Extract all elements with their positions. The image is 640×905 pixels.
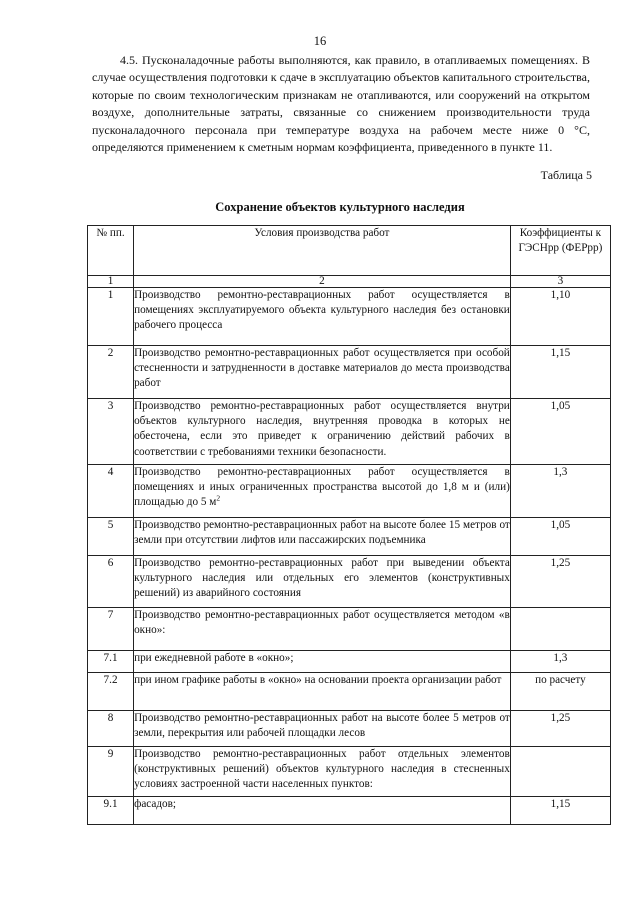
- column-number: 3: [510, 276, 610, 288]
- table-header-row: [88, 226, 611, 276]
- table-row: [88, 651, 611, 673]
- row-number: 2: [88, 346, 134, 399]
- row-condition: фасадов;: [134, 797, 511, 825]
- row-coefficient: 1,25: [510, 711, 610, 747]
- row-condition: Производство ремонтно-реставрационных работ осуществляется при особой стесненности и затрудненности в доставке материалов до места производства работ: [134, 346, 511, 399]
- column-number-row: [88, 276, 611, 288]
- row-number: 9.1: [88, 797, 134, 825]
- header-conditions: Условия производства работ: [134, 226, 511, 276]
- row-number: 8: [88, 711, 134, 747]
- header-num: № пп.: [88, 226, 134, 276]
- row-number: 7.2: [88, 673, 134, 711]
- row-number: 4: [88, 465, 134, 518]
- table-row: [88, 608, 611, 651]
- row-coefficient: 1,05: [510, 518, 610, 556]
- row-coefficient: 1,3: [510, 651, 610, 673]
- row-condition: Производство ремонтно-реставрационных работ на высоте более 15 метров от земли при отсутствии лифтов или пассажирских подъемника: [134, 518, 511, 556]
- row-condition-text: Производство ремонтно-реставрационных работ осуществляется в помещениях и иных ограниченных пространства высотой до 1,8 м и (или) площадью до 5 м: [134, 466, 510, 509]
- row-coefficient: [510, 747, 610, 797]
- row-number: 7: [88, 608, 134, 651]
- table-row: [88, 711, 611, 747]
- page-number: 16: [313, 34, 327, 48]
- table-row: [88, 346, 611, 399]
- row-condition: Производство ремонтно-реставрационных работ при выведении объекта культурного наследия или отдельных его элементов (конструктивных решений) из аварийного состояния: [134, 556, 511, 608]
- table-row: [88, 673, 611, 711]
- table-title: Сохранение объектов культурного наследия: [215, 200, 465, 214]
- table-row: [88, 797, 611, 825]
- row-condition: Производство ремонтно-реставрационных работ осуществляется методом «в окно»:: [134, 608, 511, 651]
- row-condition: Производство ремонтно-реставрационных работ отдельных элементов (конструктивных решений) объектов культурного наследия в стесненных условиях застроенной части населенных пунктов:: [134, 747, 511, 797]
- row-condition: при ежедневной работе в «окно»;: [134, 651, 511, 673]
- row-number: 9: [88, 747, 134, 797]
- column-number: 1: [88, 276, 134, 288]
- row-coefficient: 1,25: [510, 556, 610, 608]
- table-row: [88, 518, 611, 556]
- row-coefficient: 1,05: [510, 399, 610, 465]
- row-coefficient: по расчету: [510, 673, 610, 711]
- table-row: [88, 399, 611, 465]
- intro-paragraph: 4.5. Пусконаладочные работы выполняются, как правило, в отапливаемых помещениях. В случае осуществления подготовки к сдаче в эксплуатацию объектов капитального строительства, которые по своим технологическим признакам не отапливаются, или сооружений на открытом воздухе, дополнительные затраты, связанные со снижением производительности труда пусконаладочного персонала при температуре воздуха на рабочем месте ниже 0 °С, определяются применением к сметным нормам коэффициента, приведенного в пункте 11.: [92, 53, 590, 155]
- row-number: 5: [88, 518, 134, 556]
- column-number: 2: [134, 276, 511, 288]
- row-condition: Производство ремонтно-реставрационных работ осуществляется в помещениях эксплуатируемого объекта культурного наследия без остановки рабочего процесса: [134, 288, 511, 346]
- table-row: [88, 747, 611, 797]
- row-condition: Производство ремонтно-реставрационных работ на высоте более 5 метров от земли, перекрытия или рабочей площадки лесов: [134, 711, 511, 747]
- row-coefficient: 1,10: [510, 288, 610, 346]
- row-coefficient: 1,15: [510, 797, 610, 825]
- row-coefficient: 1,15: [510, 346, 610, 399]
- table-row: [88, 465, 611, 518]
- table-row: [88, 556, 611, 608]
- row-coefficient: [510, 608, 610, 651]
- row-number: 3: [88, 399, 134, 465]
- coefficients-table: [87, 225, 611, 825]
- row-number: 1: [88, 288, 134, 346]
- superscript-exponent: 2: [216, 493, 221, 503]
- table-row: [88, 288, 611, 346]
- row-number: 7.1: [88, 651, 134, 673]
- row-condition: при ином графике работы в «окно» на основании проекта организации работ: [134, 673, 511, 711]
- row-condition: [134, 465, 511, 518]
- row-coefficient: 1,3: [510, 465, 610, 518]
- row-number: 6: [88, 556, 134, 608]
- header-coefficients: Коэффициенты к ГЭСНрр (ФЕРрр): [510, 226, 610, 276]
- table-caption: Таблица 5: [540, 168, 592, 182]
- row-condition: Производство ремонтно-реставрационных работ осуществляется внутри объектов культурного наследия, внутренняя проводка в которых не обесточена, если это приведет к ограничению действий рабочих в соответствии с требованиями техники безопасности.: [134, 399, 511, 465]
